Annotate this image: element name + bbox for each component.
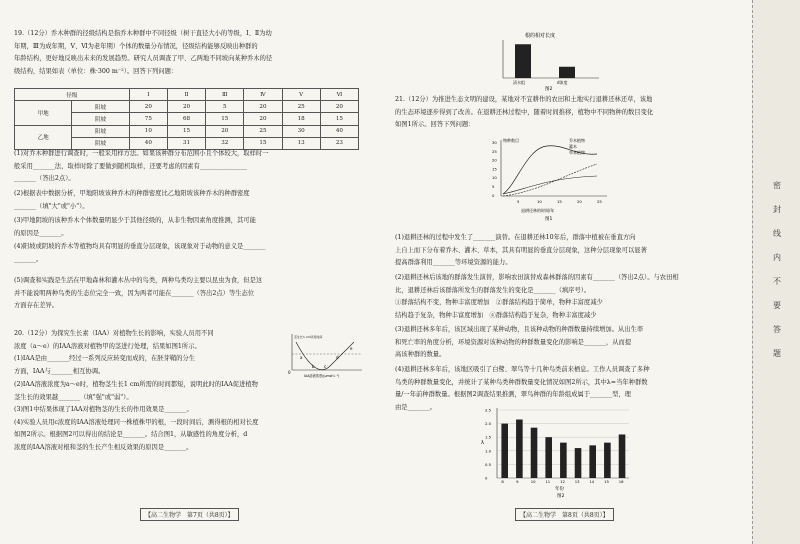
q19-p3 [14, 215, 374, 240]
table-cell: Ⅲ [206, 89, 244, 101]
legend-item: 草本植物 [569, 150, 585, 155]
table-cell: 20 [206, 125, 244, 137]
q21-p1 [395, 232, 740, 270]
y-tick-label: 2.0 [485, 421, 492, 427]
y-tick-label: 1.0 [485, 448, 492, 454]
q19-p5 [14, 275, 374, 313]
x-tick-label: 10 [530, 479, 536, 484]
table-cell: Ⅳ [244, 89, 282, 101]
text-line: 方面存在差异。 [14, 302, 59, 310]
table-cell: 阳坡 [72, 125, 129, 137]
table-cell: Ⅱ [167, 89, 205, 101]
point-label-a: a [300, 355, 303, 360]
y-tick-label: 10 [492, 175, 497, 181]
point-label-d: d [336, 355, 339, 360]
x-tick-label: 14 [589, 479, 595, 484]
text-line: (4)退耕还林多年后，该地区吸引了白鹭、翠鸟等十几种鸟类前来栖息。工作人员调查了多种 [395, 366, 650, 373]
table-cell: 阴坡 [72, 113, 129, 125]
table-cell: Ⅰ [129, 89, 167, 101]
sidebar-char: 答 [773, 325, 781, 334]
x-tick-label: 8 [501, 479, 504, 484]
text-line: (2)退耕还林后该地的群落发生演替，影响农田演替成森林群落的因素有_______（答出2点）。与农田相 [395, 274, 679, 281]
x-tick-label: 5 [517, 199, 520, 204]
text-line: 结构趋于复杂，物种丰富度增加 ④群落结构趋于复杂，物种丰富度减少 [395, 311, 597, 319]
table-cell: Ⅴ [282, 89, 320, 101]
table-cell: 甲地 [15, 101, 72, 125]
text-line: 比，退耕还林后该群落所发生的群落发生的变化是_______（填序号）。 [395, 286, 591, 294]
text-line: 如图2所示。根据图2可以得出的结论是_______。结合图1，从敏感性的角度分析，d [14, 431, 248, 439]
text-line: 鸟类的种群数量变化，并统计了某种鸟类种群数量变化情况如图2所示，其中λ=当年种群数 [395, 378, 648, 386]
table-cell: 40 [320, 125, 358, 137]
bar [619, 434, 626, 478]
text-line: (1)对乔木种群进行调查时，一般采用样方法。如果该种群分布范围小且个体较大，取样时一 [14, 150, 269, 157]
table-cell: 13 [282, 137, 320, 149]
table-cell: 20 [244, 101, 282, 113]
y-tick-label: 30 [492, 140, 497, 145]
table-cell: 径级 [15, 89, 130, 101]
text-line: (4)阳坡或阴坡的乔木等植物均具有明显的垂直分层现象，该现象对于动物的意义是_______ [14, 243, 266, 250]
x-tick-label: 15 [604, 479, 609, 484]
seal-line-sidebar [752, 0, 800, 544]
point-label-c: c [324, 364, 327, 369]
text-line: 如图1所示。回答下列问题： [395, 121, 475, 129]
table-cell: 32 [206, 137, 244, 149]
origin-label: 0 [288, 370, 291, 375]
text-line: (2)根据表中数据分析，甲地阳坡该种乔木的种群密度比乙地阳坡该种乔木的种群密度 [14, 190, 250, 197]
q19-p4 [14, 241, 374, 266]
q21-p3 [395, 324, 740, 362]
figure-caption: 图2 [545, 87, 553, 92]
table-cell: 40 [129, 137, 167, 149]
text-line: 年期，Ⅲ为成年期，Ⅴ、Ⅵ为老年期）个体的数量分布情况，径级结构能够反映出种群的 [14, 42, 258, 50]
table-cell: 15 [244, 137, 282, 149]
figure-caption: 图1 [545, 217, 553, 222]
x-tick-label: 9 [516, 479, 519, 484]
text-line: 般采用_______法，取样时除了要做到随机取样，还要考虑的因素有_______________ [14, 162, 247, 170]
text-line: 方面，IAA与_______相互协调。 [14, 367, 105, 375]
y-axis-label: λ [481, 440, 484, 446]
text-line: 级结构，结果如表（单位：株·300 m⁻²）。回答下列问题： [14, 67, 178, 75]
x-tick-label: 13 [574, 479, 580, 484]
bar [501, 424, 508, 478]
point-label-e: e [350, 346, 353, 351]
bar [560, 443, 567, 478]
table-cell: 乙地 [15, 125, 72, 149]
table-cell: 20 [244, 113, 282, 125]
q20-figure1 [286, 332, 366, 380]
bar [575, 448, 582, 478]
right-fig2-top [495, 30, 605, 92]
y-tick-label: 15 [492, 166, 497, 172]
y-tick-label: 0 [485, 475, 488, 481]
right-page [395, 0, 740, 544]
table-cell: 20 [167, 101, 205, 113]
text-line: 浓度的IAA溶液对根和茎的生长产生相反效果的原因是_______。 [14, 443, 193, 451]
y-tick-label: 2.5 [485, 407, 492, 413]
right-footer: 【高二生物学 第8页（共8页）】 [515, 508, 614, 521]
bar [545, 437, 552, 478]
x-tick-label: 15 [557, 199, 562, 204]
table-cell: 25 [244, 125, 282, 137]
text-line: _______（填"大"或"小"）。 [14, 202, 89, 210]
iaa-curve-chart [286, 332, 366, 380]
q21-figure1 [487, 134, 617, 224]
bar [589, 445, 596, 478]
text-line: (1)退耕还林的过程中发生了_______演替。在退耕还林10年后，群落中植被在垂直方向 [395, 234, 636, 241]
y-tick-label: 20 [492, 157, 497, 163]
series-label: 物种数目 [503, 138, 519, 143]
text-line: 提高群落利用_______等环境资源的能力。 [395, 259, 512, 267]
text-line: 20.（12分）为探究生长素（IAA）对植物生长的影响，实验人员用不同 [14, 330, 214, 337]
q21-p2 [395, 272, 740, 322]
x-tick-label: 11 [545, 479, 551, 484]
table-cell: 23 [320, 137, 358, 149]
bar [604, 443, 611, 478]
table-cell: 15 [206, 113, 244, 125]
sidebar-char: 要 [773, 301, 781, 310]
text-line: 上自上而下分布着乔木、灌木、草本，其具有明显的垂直分层现象，这种分层现象可以显著 [395, 246, 647, 254]
x-axis-label: 年份 [555, 487, 564, 492]
x-tick-label: 10 [537, 199, 542, 204]
left-footer: 【高二生物学 第7页（共8页）】 [140, 508, 239, 521]
y-tick-label: 25 [492, 148, 497, 154]
text-line: (3)退耕还林多年后，该区域出现了某种动物，且该种动物的种群数量持续增加。从出生率 [395, 326, 644, 333]
text-line: 高该种群的数量。 [395, 351, 446, 359]
lambda-bar-chart [475, 402, 635, 498]
shrub-curve [503, 176, 597, 194]
text-line: (5)调查和实践是生活在甲地森林和灌木丛中的鸟类，两种鸟类均主要以昆虫为食，但是这 [14, 277, 263, 284]
bar [559, 67, 575, 78]
table-cell: 20 [129, 101, 167, 113]
text-line: 19.（12分）乔木种群的径级结构是指乔木种群中不同径级（树干直径大小的等级，Ⅰ、Ⅱ为幼 [14, 30, 272, 37]
text-line: 并不能说明两种鸟类的生态位完全一致，因为两者可能在_______（答出2点）等生态位 [14, 289, 255, 297]
table-cell: 20 [320, 101, 358, 113]
legend-item: 乔木植物 [569, 138, 585, 143]
text-line: 21.（12分）为推进生态文明的建设，某地对不宜耕作的农田和土地实行退耕还林还草，该地 [395, 96, 653, 103]
text-line: 的原因是_______。 [14, 229, 68, 237]
bar [516, 420, 523, 478]
text-line: 的生态环境逐步得到了改善。在退耕还林过程中，随着时间推移，植物中不同物种的数目变化 [395, 108, 654, 116]
bar [531, 428, 538, 478]
table-cell: 30 [282, 125, 320, 137]
q19-p2 [14, 188, 374, 213]
table-cell: 68 [167, 113, 205, 125]
text-line: 茎生长的效果越_______（填"强"或"弱"）。 [14, 393, 133, 401]
q20-rest [14, 379, 374, 455]
text-line: 年龄结构，更好地反映出未来的发展趋势。研究人员调查了甲、乙两地不同坡向某种乔木的径 [14, 55, 273, 63]
table-cell: 阳坡 [72, 101, 129, 113]
table-cell: Ⅵ [320, 89, 358, 101]
table-cell: 75 [129, 113, 167, 125]
sidebar-char: 内 [773, 253, 781, 262]
table-cell: 18 [282, 113, 320, 125]
x-axis-label: 退耕还林的时间/年 [521, 208, 555, 213]
point-label-b: b [312, 364, 315, 369]
x-tick-label: 16 [618, 479, 624, 484]
text-line: (3)甲地阴坡的该种乔木个体数量明显少于其他径级的，从非生物因素角度推测，其可能 [14, 217, 256, 224]
sidebar-char: 封 [773, 205, 781, 214]
figure-caption: 图2 [557, 494, 565, 498]
q19-p1 [14, 148, 374, 186]
legend-item: 灌木 [569, 144, 577, 149]
sidebar-char: 密 [773, 181, 781, 190]
species-line-chart [487, 134, 617, 224]
category-label: d浓度 [557, 80, 568, 85]
table-cell: 31 [167, 137, 205, 149]
text-line: 量/一年前种群数量。根据图2调查结果推测，翠鸟种群的年龄组成属于_______型，理 [395, 391, 631, 399]
sidebar-char: 线 [773, 229, 781, 238]
q21-intro [395, 94, 740, 132]
text-line: 浓度（a～e）的IAA溶液对植物甲的茎进行处理，结果如图1所示。 [14, 342, 201, 350]
y-tick-label: 1.5 [485, 434, 492, 440]
text-line: (4)实验人员用c浓度的IAA溶液处理同一株植株甲的根，一段时间后，测得根的相对长度 [14, 418, 259, 426]
text-line: ①群落结构不变，物种丰富度增加 ②群落结构趋于简单，物种丰富度减少 [395, 299, 603, 307]
text-line: 和死亡率的角度分析，环境资源对该种动物的种群数量变化的影响是_______，从而提 [395, 338, 632, 346]
q21-figure2 [475, 402, 635, 498]
bar [515, 44, 531, 78]
text-line: _______（答出2点）。 [14, 175, 75, 183]
y-axis-label: 茎生长1 cm所需时间 [294, 335, 323, 339]
table-cell: 10 [129, 125, 167, 137]
x-axis-label: IAA溶液浓度/(μmol·L⁻¹) [304, 374, 340, 378]
text-line: 由是_______。 [395, 403, 436, 411]
category-label: 清水组 [513, 80, 525, 85]
table-cell: 15 [320, 113, 358, 125]
text-line: (2)IAA溶液浓度为a～e时，植物茎生长1 cm所需的时间都短，说明此时的IAA促进植物 [14, 381, 258, 388]
text-line: (1)IAA是由_______经过一系列反应转变而成的，在胚芽鞘的分生 [14, 355, 196, 363]
text-line: (3)图1中结果体现了IAA对植物茎的生长的作用效果是_______。 [14, 406, 193, 414]
q20 [14, 328, 284, 378]
sidebar-char: 不 [773, 277, 781, 286]
y-tick-label: 0 [492, 192, 495, 198]
x-tick-label: 20 [577, 199, 582, 204]
table-cell: 25 [282, 101, 320, 113]
tree-curve [503, 164, 597, 196]
sidebar-char: 题 [773, 349, 781, 358]
table-cell: 阴坡 [72, 137, 129, 149]
text-line: _______。 [14, 255, 43, 263]
root-length-chart [495, 30, 605, 92]
y-tick-label: 5 [492, 184, 495, 189]
x-tick-label: 12 [560, 479, 565, 484]
table-cell: 15 [167, 125, 205, 137]
y-tick-label: 0.5 [485, 461, 492, 467]
table-cell: 5 [206, 101, 244, 113]
chart-title: 根的相对长度 [525, 33, 556, 39]
x-tick-label: 25 [597, 199, 602, 204]
